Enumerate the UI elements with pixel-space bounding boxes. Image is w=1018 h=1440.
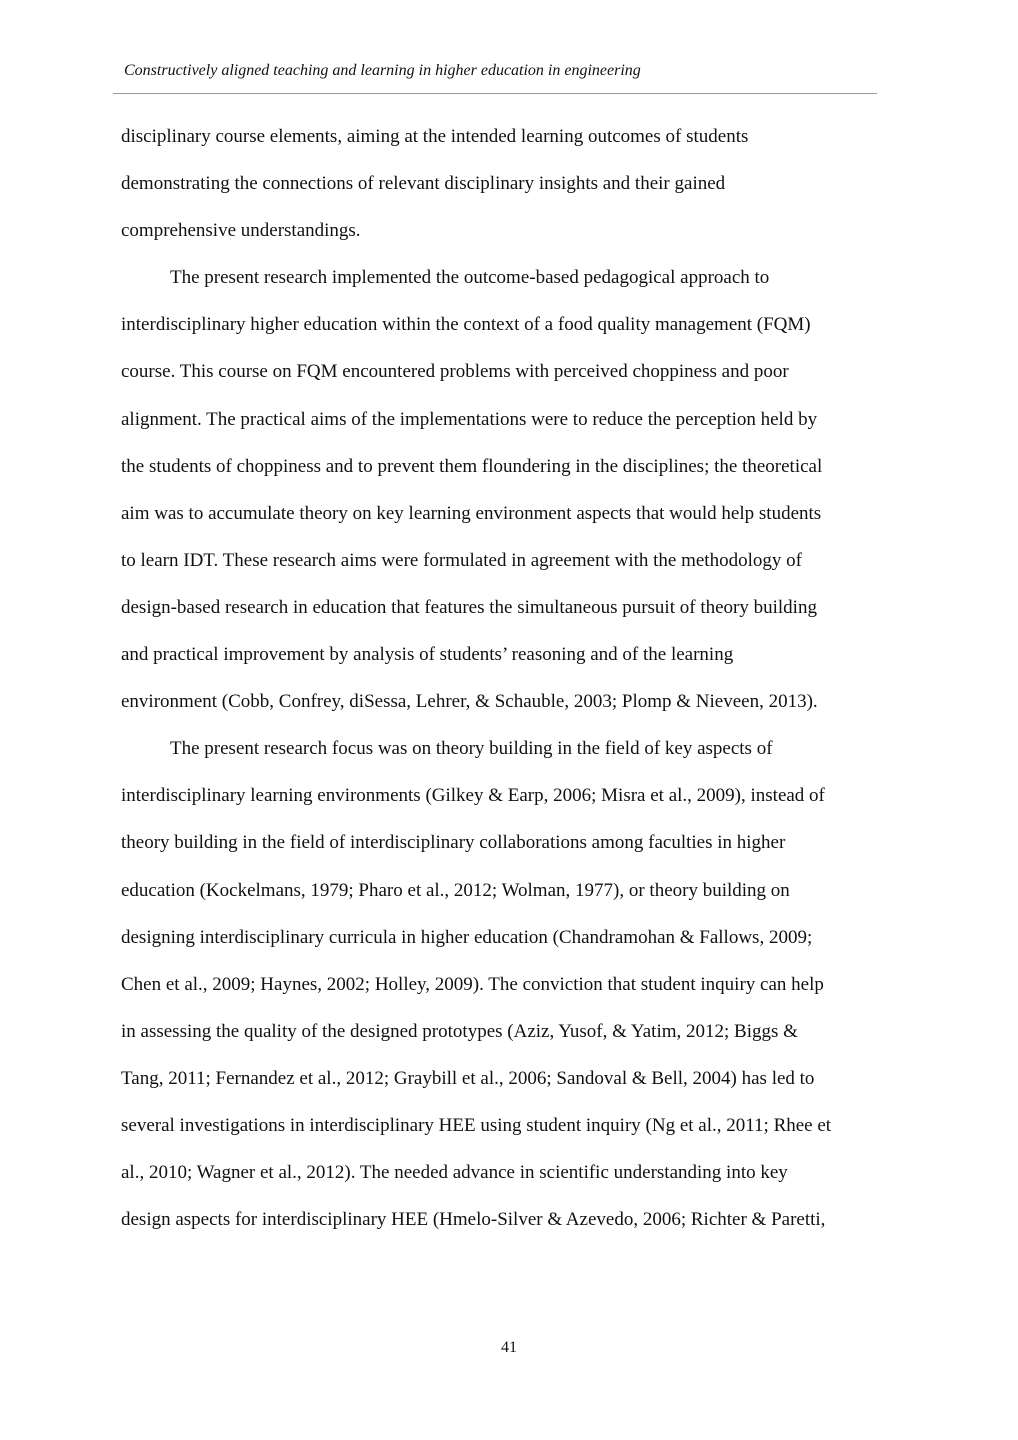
text-line: alignment. The practical aims of the implementations were to reduce the perception held by [121, 408, 818, 430]
text-line: to learn IDT. These research aims were formulated in agreement with the methodology of [121, 549, 802, 571]
text-line: design-based research in education that features the simultaneous pursuit of theory building [121, 596, 817, 618]
text-line: theory building in the field of interdisciplinary collaborations among faculties in higher [121, 832, 786, 854]
text-line: in assessing the quality of the designed prototypes (Aziz, Yusof, & Yatim, 2012; Biggs & [121, 1020, 798, 1042]
text-line: education (Kockelmans, 1979; Pharo et al., 2012; Wolman, 1977), or theory building on [121, 879, 790, 901]
body-text [121, 113, 891, 1243]
text-line: disciplinary course elements, aiming at the intended learning outcomes of students [121, 126, 749, 147]
header-divider [113, 93, 877, 94]
text-line: demonstrating the connections of relevant disciplinary insights and their gained [121, 173, 726, 195]
text-line: interdisciplinary higher education within the context of a food quality management (FQM) [121, 314, 811, 336]
paragraph-first-line: The present research implemented the outcome-based pedagogical approach to [170, 267, 770, 289]
text-line: design aspects for interdisciplinary HEE (Hmelo-Silver & Azevedo, 2006; Richter & Paretti, [121, 1209, 826, 1231]
text-line: the students of choppiness and to prevent them floundering in the disciplines; the theoretical [121, 455, 823, 477]
text-line: environment (Cobb, Confrey, diSessa, Lehrer, & Schauble, 2003; Plomp & Nieveen, 2013). [121, 691, 818, 713]
paragraph-first-line: The present research focus was on theory building in the field of key aspects of [170, 738, 773, 760]
text-line: course. This course on FQM encountered problems with perceived choppiness and poor [121, 361, 789, 383]
text-line: several investigations in interdisciplinary HEE using student inquiry (Ng et al., 2011; Rhee et [121, 1114, 832, 1136]
running-header: Constructively aligned teaching and learning in higher education in engineering [124, 62, 641, 79]
text-line: Tang, 2011; Fernandez et al., 2012; Graybill et al., 2006; Sandoval & Bell, 2004) has led to [121, 1067, 815, 1089]
text-line: Chen et al., 2009; Haynes, 2002; Holley, 2009). The conviction that student inquiry can help [121, 973, 824, 995]
text-line: comprehensive understandings. [121, 220, 361, 242]
page-number: 41 [501, 1339, 517, 1356]
text-line: interdisciplinary learning environments (Gilkey & Earp, 2006; Misra et al., 2009), instead of [121, 785, 825, 807]
text-line: and practical improvement by analysis of students’ reasoning and of the learning [121, 644, 734, 666]
text-line: aim was to accumulate theory on key learning environment aspects that would help students [121, 502, 822, 524]
text-line: designing interdisciplinary curricula in higher education (Chandramohan & Fallows, 2009; [121, 926, 813, 948]
text-line: al., 2010; Wagner et al., 2012). The needed advance in scientific understanding into key [121, 1162, 788, 1184]
